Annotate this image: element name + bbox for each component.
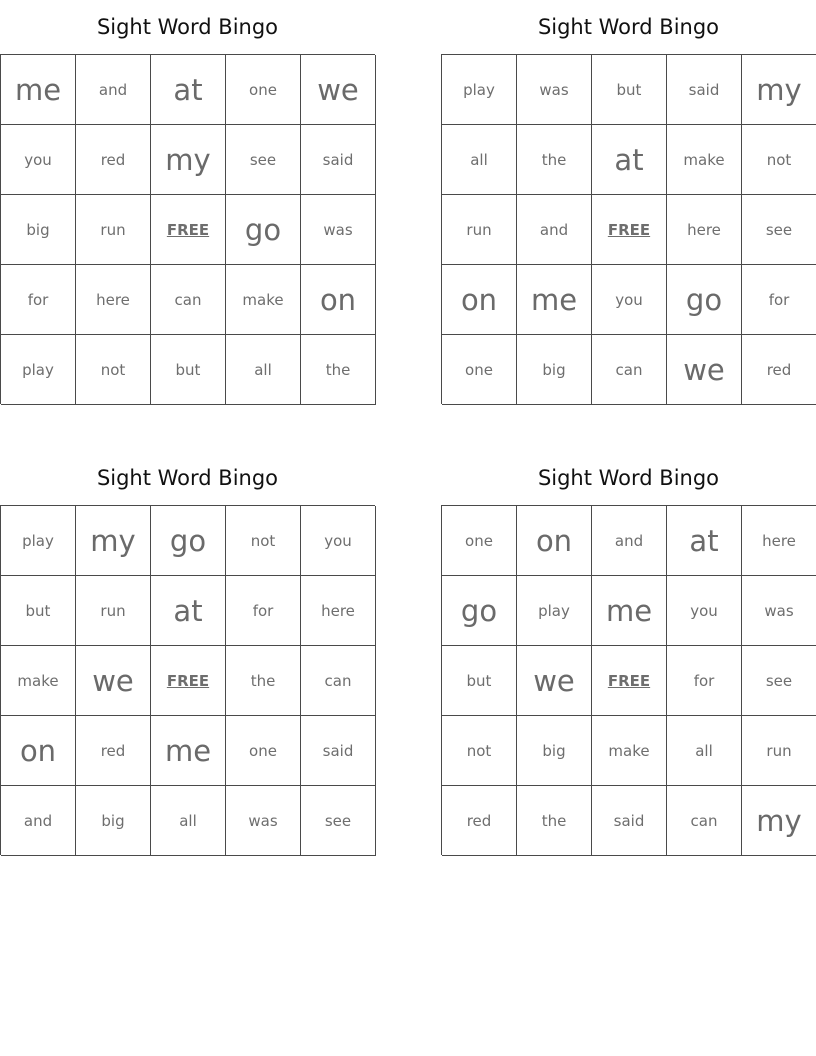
word-cell: one [442, 335, 517, 405]
word-cell: all [226, 335, 301, 405]
bingo-grid [0, 54, 375, 404]
word-cell: at [592, 125, 667, 195]
word-cell: here [742, 506, 816, 576]
word-cell: see [742, 195, 816, 265]
word-cell: big [76, 786, 151, 856]
word-cell: at [151, 576, 226, 646]
word-cell: and [76, 55, 151, 125]
word-cell: said [667, 55, 742, 125]
word-cell: you [1, 125, 76, 195]
word-cell: said [301, 125, 376, 195]
word-cell: not [742, 125, 816, 195]
word-cell: make [226, 265, 301, 335]
word-cell: here [667, 195, 742, 265]
word-cell: you [592, 265, 667, 335]
word-cell: me [517, 265, 592, 335]
word-cell: play [517, 576, 592, 646]
word-cell: the [301, 335, 376, 405]
word-cell: play [442, 55, 517, 125]
word-cell: play [1, 506, 76, 576]
word-cell: me [151, 716, 226, 786]
word-cell: see [226, 125, 301, 195]
word-cell: play [1, 335, 76, 405]
word-cell: go [442, 576, 517, 646]
word-cell: my [742, 55, 816, 125]
word-cell: all [151, 786, 226, 856]
word-cell: here [76, 265, 151, 335]
word-cell: not [442, 716, 517, 786]
word-cell: see [742, 646, 816, 716]
word-cell: one [226, 55, 301, 125]
word-cell: red [742, 335, 816, 405]
word-cell: go [667, 265, 742, 335]
word-cell: but [151, 335, 226, 405]
word-cell: my [742, 786, 816, 856]
word-cell: the [226, 646, 301, 716]
word-cell: me [592, 576, 667, 646]
word-cell: but [592, 55, 667, 125]
word-cell: red [76, 716, 151, 786]
word-cell: was [301, 195, 376, 265]
word-cell: can [592, 335, 667, 405]
free-space-cell: FREE [151, 646, 226, 716]
word-cell: said [301, 716, 376, 786]
word-cell: at [151, 55, 226, 125]
word-cell: the [517, 125, 592, 195]
word-cell: run [76, 576, 151, 646]
word-cell: make [1, 646, 76, 716]
word-cell: but [442, 646, 517, 716]
word-cell: for [667, 646, 742, 716]
free-space-cell: FREE [592, 195, 667, 265]
word-cell: not [226, 506, 301, 576]
word-cell: was [517, 55, 592, 125]
word-cell: here [301, 576, 376, 646]
word-cell: can [301, 646, 376, 716]
word-cell: make [592, 716, 667, 786]
word-cell: we [301, 55, 376, 125]
word-cell: on [442, 265, 517, 335]
bingo-grid [441, 54, 816, 404]
word-cell: big [517, 335, 592, 405]
word-cell: the [517, 786, 592, 856]
word-cell: go [226, 195, 301, 265]
word-cell: run [442, 195, 517, 265]
word-cell: on [301, 265, 376, 335]
word-cell: for [742, 265, 816, 335]
word-cell: and [517, 195, 592, 265]
word-cell: can [151, 265, 226, 335]
word-cell: you [667, 576, 742, 646]
word-cell: on [1, 716, 76, 786]
word-cell: but [1, 576, 76, 646]
word-cell: we [667, 335, 742, 405]
word-cell: big [517, 716, 592, 786]
word-cell: my [76, 506, 151, 576]
card-title: Sight Word Bingo [537, 15, 720, 39]
word-cell: we [76, 646, 151, 716]
card-title: Sight Word Bingo [96, 466, 279, 490]
word-cell: make [667, 125, 742, 195]
word-cell: and [592, 506, 667, 576]
word-cell: for [226, 576, 301, 646]
word-cell: run [742, 716, 816, 786]
word-cell: was [742, 576, 816, 646]
word-cell: on [517, 506, 592, 576]
word-cell: not [76, 335, 151, 405]
word-cell: said [592, 786, 667, 856]
word-cell: we [517, 646, 592, 716]
word-cell: can [667, 786, 742, 856]
word-cell: me [1, 55, 76, 125]
word-cell: all [667, 716, 742, 786]
card-title: Sight Word Bingo [537, 466, 720, 490]
word-cell: red [442, 786, 517, 856]
word-cell: for [1, 265, 76, 335]
word-cell: red [76, 125, 151, 195]
word-cell: you [301, 506, 376, 576]
word-cell: one [442, 506, 517, 576]
bingo-grid [441, 505, 816, 855]
word-cell: big [1, 195, 76, 265]
free-space-cell: FREE [151, 195, 226, 265]
word-cell: go [151, 506, 226, 576]
free-space-cell: FREE [592, 646, 667, 716]
word-cell: and [1, 786, 76, 856]
word-cell: was [226, 786, 301, 856]
card-title: Sight Word Bingo [96, 15, 279, 39]
word-cell: see [301, 786, 376, 856]
word-cell: at [667, 506, 742, 576]
word-cell: run [76, 195, 151, 265]
word-cell: one [226, 716, 301, 786]
word-cell: my [151, 125, 226, 195]
bingo-grid [0, 505, 375, 855]
word-cell: all [442, 125, 517, 195]
